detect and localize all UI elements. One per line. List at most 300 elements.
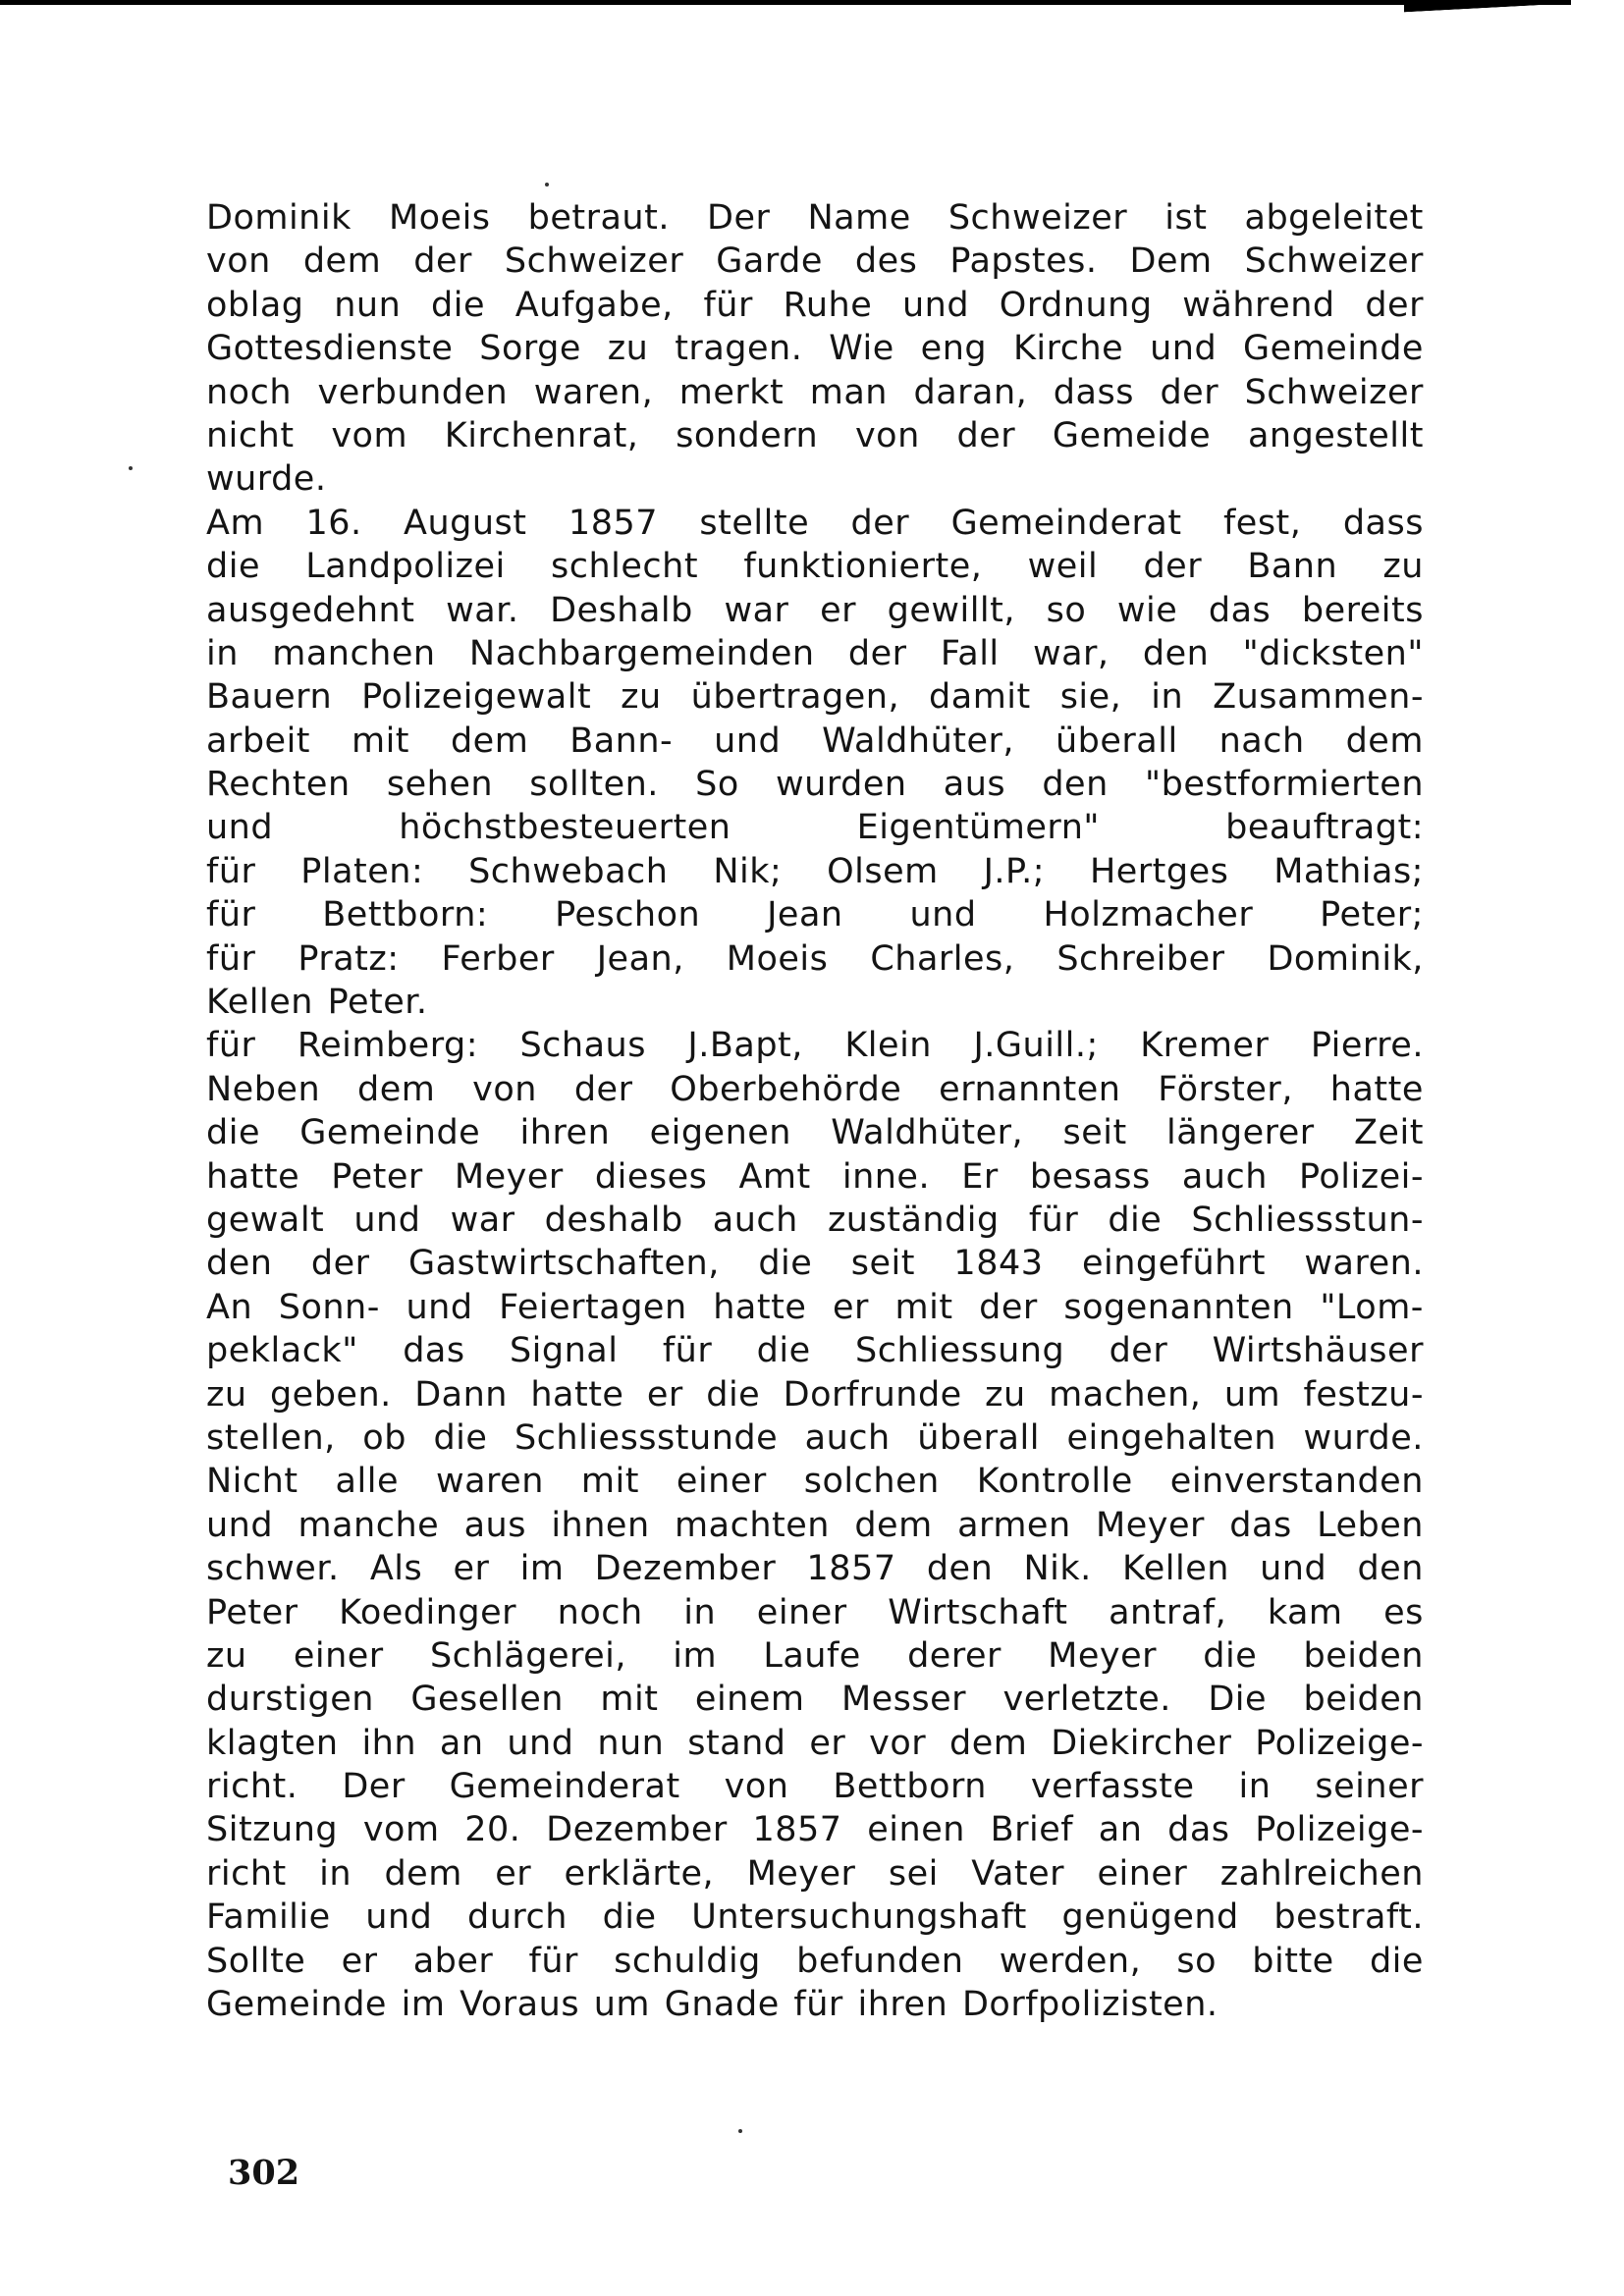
word: durch [467,1897,568,1938]
word: J.Bapt, [687,1026,803,1066]
word: Aufgabe, [514,285,674,325]
word: Waldhüter, [831,1113,1024,1153]
word: Gemeide [1052,415,1212,455]
text-line [206,675,1424,719]
word: inne. [841,1156,931,1197]
word: damit [929,677,1031,718]
word: einen [867,1810,965,1850]
word: eingehalten [1066,1417,1276,1458]
word: solchen [803,1462,940,1502]
word: genügend [1061,1897,1239,1938]
word: dem [1345,721,1424,761]
word: Papstes. [949,241,1098,282]
word: das [403,1331,465,1371]
word: Deshalb [550,590,693,630]
word: er [809,1723,846,1763]
word: stand [687,1723,786,1763]
word: die [1203,1635,1258,1676]
word: beauftragt: [1225,808,1424,848]
word: Am [206,503,265,543]
word: an [1098,1810,1143,1850]
word: der [850,503,910,543]
word: und [206,808,274,848]
word: Schliessstunde [514,1417,779,1458]
word: Meyer [1048,1635,1158,1676]
word: waren [435,1462,544,1502]
word: sollten. [529,765,659,805]
text-line [206,1111,1424,1154]
word: zu [206,1374,247,1415]
word: überall [1055,721,1178,761]
word: der [956,415,1016,455]
word: Mathias; [1273,851,1424,891]
word: Gemeinde [299,1113,481,1153]
word: im [519,1549,565,1589]
word: Platen: [300,851,424,891]
word: zuständig [827,1200,1000,1240]
word: die [602,1897,657,1938]
word: und [353,1200,421,1240]
word: Voraus [460,1985,580,2025]
word: Moeis [388,198,491,238]
word: um [593,1985,651,2025]
word: Gemeinde [206,1985,387,2025]
word: vom [331,415,408,455]
word: dem [302,241,382,282]
word: einer [293,1635,384,1676]
word: stellte [699,503,810,543]
word: zu [985,1374,1026,1415]
word: Wie [829,329,894,369]
word: Laufe [763,1635,861,1676]
word: machten [675,1505,830,1545]
scan-speck [738,2129,742,2133]
word: "dicksten" [1242,633,1424,673]
word: So [695,765,739,805]
word: bitte [1252,1941,1334,1981]
word: 20. [464,1810,521,1850]
word: merkt [678,372,785,412]
word: dem [356,1069,436,1109]
word: zahlreichen [1219,1853,1424,1894]
word: bestraft. [1273,1897,1424,1938]
word: hatte [530,1374,624,1415]
word: die [706,1374,761,1415]
word: den [1357,1549,1424,1589]
word: ihren [519,1113,611,1153]
word: er [832,1287,869,1327]
word: zu [1382,547,1424,587]
word: aus [943,765,1006,805]
word: der [310,1244,370,1284]
word: Bettborn [833,1767,987,1807]
word: Als [369,1549,423,1589]
word: Peter [331,1156,423,1197]
word: ihn [361,1723,417,1763]
text-line [206,1940,1424,1983]
word: Waldhüter, [822,721,1015,761]
word: ernannten [939,1069,1121,1109]
word: noch [557,1592,643,1632]
word: Hertges [1089,851,1229,891]
word: Name [807,198,911,238]
word: Rechten [206,765,351,805]
word: des [854,241,918,282]
word: von [206,241,271,282]
page-number: 302 [228,2153,300,2193]
word: eingeführt [1081,1244,1266,1284]
word: Dorfrunde [783,1374,962,1415]
word: Moeis [726,938,829,979]
word: für [662,1331,713,1371]
word: Schreiber [1056,938,1225,979]
text-line [206,1416,1424,1460]
word: seit [1062,1113,1127,1153]
word: in [1238,1767,1272,1807]
word: Gastwirtschaften, [407,1244,720,1284]
word: Feiertagen [499,1287,687,1327]
word: den [1142,633,1210,673]
word: Kontrolle [976,1462,1133,1502]
word: dieses [594,1156,708,1197]
word: Peschon [555,895,701,935]
word: Klein [844,1026,932,1066]
word: Schweizer [947,198,1128,238]
word: schlecht [551,547,699,587]
word: dem [450,721,529,761]
word: Sorge [479,329,581,369]
word: und [1260,1549,1327,1589]
word: Landpolizei [305,547,506,587]
word: Nik; [713,851,783,891]
word: Nicht [206,1462,298,1502]
text-line [206,1983,1424,2026]
word: für [528,1941,578,1981]
word: Vater [971,1853,1065,1894]
word: arbeit [206,721,311,761]
word: und [909,895,977,935]
word: weil [1027,547,1099,587]
word: Leben [1317,1505,1424,1545]
word: im [673,1635,718,1676]
word: Zusammen- [1213,677,1424,718]
word: abgeleitet [1244,198,1424,238]
word: Zeit [1353,1113,1424,1153]
text-line [206,720,1424,763]
word: Signal [509,1331,619,1371]
word: von [724,1767,789,1807]
word: Gemeinderat [950,503,1182,543]
word: An [206,1287,253,1327]
word: er [820,590,856,630]
word: Dezember [594,1549,777,1589]
word: hatte [713,1287,807,1327]
word: Kellen [206,983,313,1023]
word: die [206,547,260,587]
word: Dorfpolizisten. [961,1985,1218,2025]
text-line [206,327,1424,370]
word: Fall [940,633,1000,673]
word: für [703,285,753,325]
word: Koedinger [339,1592,517,1632]
word: Nik. [1023,1549,1092,1589]
word: Amt [738,1156,811,1197]
word: war [724,590,789,630]
word: Schwebach [468,851,669,891]
word: alle [335,1462,399,1502]
word: einer [756,1592,847,1632]
scan-speck [545,183,549,187]
word: durstigen [206,1680,374,1720]
word: Gnade [664,1985,780,2025]
word: es [1383,1592,1424,1632]
word: ihnen [551,1505,650,1545]
word: Dem [1129,241,1213,282]
word: man [809,372,888,412]
word: vom [362,1810,440,1850]
text-line [206,1286,1424,1329]
word: in [683,1592,717,1632]
word: schuldig [614,1941,761,1981]
word: fest, [1222,503,1302,543]
word: dem [384,1853,462,1894]
word: wurden [776,765,907,805]
word: sei [888,1853,939,1894]
word: machen, [1049,1374,1202,1415]
word: J.Guill.; [973,1026,1099,1066]
word: besass [1029,1156,1151,1197]
word: Dezember [546,1810,728,1850]
word: für [206,851,256,891]
text-line [206,1722,1424,1765]
text-line [206,1329,1424,1372]
word: vor [869,1723,927,1763]
word: das [1208,590,1272,630]
word: Messer [840,1680,967,1720]
word: Diekircher [1051,1723,1232,1763]
word: Jean, [596,938,684,979]
word: Kremer [1140,1026,1270,1066]
word: Peter; [1320,895,1424,935]
word: Schlägerei, [429,1635,627,1676]
word: den [1042,765,1109,805]
text-line [206,545,1424,588]
text-line [206,937,1424,981]
word: dem [854,1505,933,1545]
word: sondern [676,415,819,455]
word: Dominik, [1267,938,1424,979]
word: daran, [913,372,1028,412]
word: mit [580,1462,639,1502]
word: dass [1053,372,1134,412]
word: Bauern [206,677,333,718]
word: Gottesdienste [206,329,454,369]
word: Schweizer [1244,241,1424,282]
word: zu [206,1635,247,1676]
word: in [319,1853,352,1894]
text-line [206,1765,1424,1808]
word: Schweizer [1244,372,1424,412]
word: auch [1181,1156,1268,1197]
word: einer [1097,1853,1188,1894]
word: Polizei- [1299,1156,1424,1197]
body-text [206,196,1424,2026]
word: das [1167,1810,1230,1850]
word: verletzte. [1002,1680,1171,1720]
word: wie [1116,590,1178,630]
word: Garde [716,241,823,282]
word: sie, [1059,677,1122,718]
word: den [206,1244,273,1284]
word: in [1151,677,1184,718]
word: 1857 [806,1549,896,1589]
word: Bann- [569,721,674,761]
text-line [206,1547,1424,1590]
text-line [206,1896,1424,1939]
word: der [1365,285,1424,325]
word: 1857 [568,503,658,543]
word: stellen, [206,1417,336,1458]
word: Untersuchungshaft [691,1897,1027,1938]
word: Wirtshäuser [1212,1331,1424,1371]
word: für [206,1026,256,1066]
word: für [793,1985,843,2025]
word: nicht [206,415,295,455]
word: er [453,1549,490,1589]
word: Peter [206,1592,298,1632]
word: nach [1218,721,1305,761]
text-line [206,1068,1424,1111]
text-line [206,240,1424,283]
word: Polizeige- [1255,1810,1424,1850]
word: Schliessung [855,1331,1065,1371]
word: während [1182,285,1335,325]
word: Gesellen [410,1680,564,1720]
word: einverstanden [1169,1462,1424,1502]
word: tragen. [675,329,803,369]
word: mit [351,721,410,761]
word: überall [917,1417,1040,1458]
word: Schliessstun- [1191,1200,1424,1240]
word: ob [362,1417,406,1458]
text-line [206,1199,1424,1242]
word: Pierre. [1310,1026,1424,1066]
word: Charles, [870,938,1015,979]
word: Polizeige- [1255,1723,1424,1763]
word: Dann [414,1374,508,1415]
word: die [431,285,486,325]
word: Pratz: [298,938,400,979]
word: die [756,1331,811,1371]
word: beiden [1303,1680,1424,1720]
word: seit [850,1244,915,1284]
word: der [1143,547,1203,587]
word: Meyer [746,1853,856,1894]
word: Peter. [327,983,428,1023]
word: verfasste [1030,1767,1195,1807]
text-line [206,371,1424,414]
word: Nachbargemeinden [468,633,815,673]
word: betraut. [527,198,670,238]
word: "Lom- [1320,1287,1424,1327]
word: für [206,895,256,935]
word: Die [1208,1680,1268,1720]
word: die [758,1244,813,1284]
text-line [206,284,1424,327]
word: er [646,1374,683,1415]
word: für [1028,1200,1079,1240]
word: Kirchenrat, [444,415,639,455]
text-line [206,1242,1424,1285]
word: das [1229,1505,1292,1545]
word: war. [446,590,519,630]
word: bereits [1301,590,1424,630]
word: von [854,415,920,455]
word: der [1160,372,1219,412]
word: für [206,938,256,979]
word: der [847,633,907,673]
text-line [206,1591,1424,1634]
word: gewalt [206,1200,325,1240]
text-line [206,1024,1424,1067]
word: Kellen [1122,1549,1229,1589]
word: und [714,721,782,761]
word: war [450,1200,515,1240]
word: geben. [269,1374,392,1415]
word: eigenen [649,1113,791,1153]
word: er [495,1853,532,1894]
word: richt. [206,1767,298,1807]
word: peklack" [206,1331,358,1371]
word: Jean [767,895,843,935]
word: einem [694,1680,805,1720]
word: und [507,1723,574,1763]
word: Meyer [1096,1505,1205,1545]
word: erklärte, [564,1853,715,1894]
word: ausgedehnt [206,590,415,630]
word: Bann [1247,547,1338,587]
word: Gemeinde [1243,329,1424,369]
text-line [206,502,1424,545]
text-line [206,893,1424,936]
word: angestellt [1247,415,1424,455]
word: Sitzung [206,1810,339,1850]
word: richt [206,1853,287,1894]
word: Kirche [1012,329,1124,369]
word: wurde. [1303,1417,1424,1458]
text-line [206,1504,1424,1547]
word: Wirtschaft [888,1592,1068,1632]
word: war, [1032,633,1110,673]
text-line [206,1155,1424,1199]
word: auch [712,1200,798,1240]
word: die [206,1113,260,1153]
word: auch [804,1417,891,1458]
word: Holzmacher [1043,895,1254,935]
word: funktionierte, [743,547,983,587]
word: mit [894,1287,953,1327]
word: in [206,633,239,673]
word: 16. [305,503,362,543]
text-line [206,589,1424,632]
word: Ruhe [783,285,873,325]
word: Ferber [441,938,555,979]
scan-top-edge [1404,0,1561,22]
word: gewillt, [887,590,1016,630]
word: Förster, [1158,1069,1293,1109]
word: festzu- [1303,1374,1424,1415]
word: hatte [1329,1069,1424,1109]
